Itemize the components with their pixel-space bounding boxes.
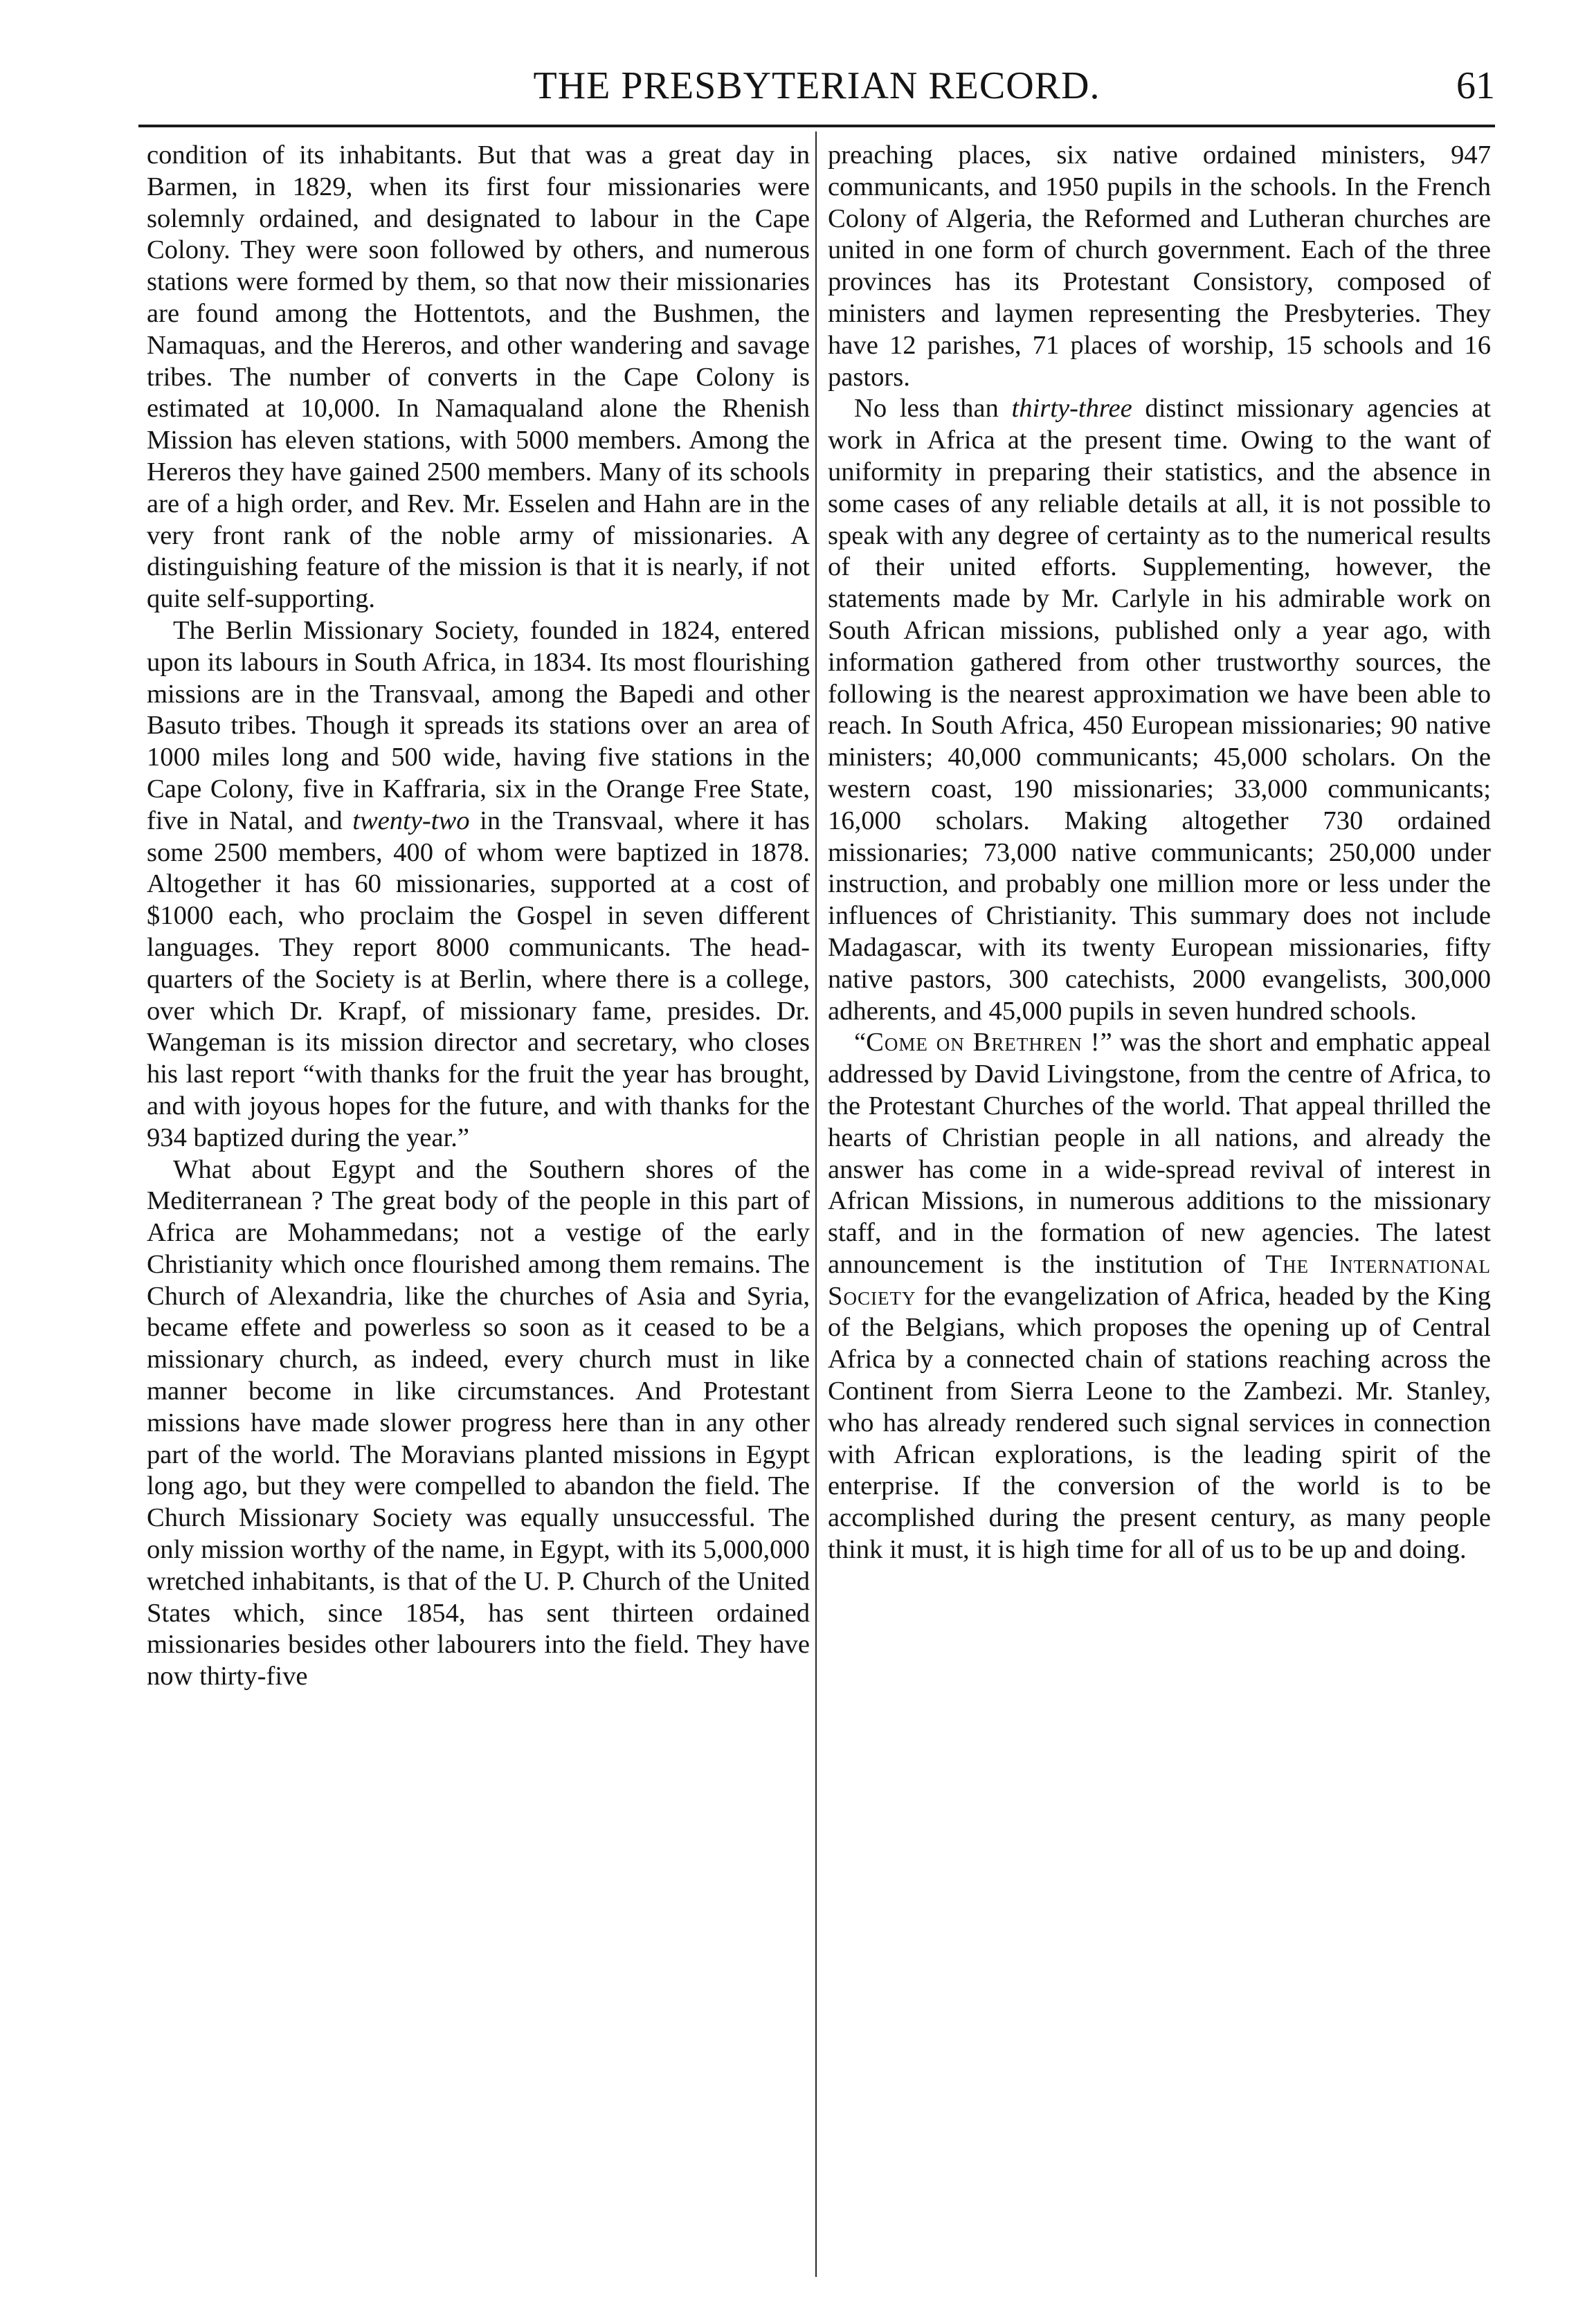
header-rule — [138, 125, 1495, 127]
left-column — [147, 140, 810, 2271]
italic-text: twenty-two — [352, 806, 470, 835]
right-column — [828, 140, 1491, 2271]
text-run: for the evangelization of Africa, headed by the King of the Belgians, which proposes the opening up of Central Africa by a connected chain of stations reaching across the Continent from Sierra Leone to the Zambezi. Mr. Stanley, who has already rendered such signal services in connection with African explorations, is the leading spirit of the enterprise. If the conversion of the world is to be accomplished during the present century, as many people think it must, it is high time for all of us to be up and doing. — [828, 1281, 1491, 1565]
text-run: “ — [854, 1028, 867, 1057]
page-number: 61 — [1456, 64, 1495, 107]
text-run: The Berlin Missionary Society, founded in 1824, entered upon its labours in South Africa, in 1834. Its most flourishing missions are in the Transvaal, among the Bapedi and other Basuto tribes. Though it spreads its stations over an area of 1000 miles long and 500 wide, having five stations in the Cape Colony, five in Kaffraria, six in the Orange Free State, five in Natal, and — [147, 615, 810, 835]
italic-text: thirty-three — [1011, 394, 1132, 424]
text-run: No less than — [854, 394, 1012, 424]
text-run: ” was the short and emphatic appeal addressed by David Livingstone, from the centre of Africa, to the Protestant Churches of the world. That appeal thrilled the hearts of Christian people in all nations, and already the answer has come in a wide-spread revival of interest in African Missions, in numerous additions to the missionary staff, and in the formation of new agencies. The latest announcement is the institution of — [828, 1028, 1491, 1279]
paragraph-berlin-society — [147, 615, 810, 1154]
small-caps-text: The International Society — [828, 1249, 1491, 1311]
text-run: distinct missionary agencies at work in Africa at the present time. Owing to the want of uniformity in preparing their statistics, and the absence in some cases of any reliable details at all, it is not possible to speak with any degree of certainty as to the numerical results of their united efforts. Supplementing, however, the statements made by Mr. Carlyle in his admirable work on South African missions, published only a year ago, with information gathered from other trustworthy sources, the following is the nearest approximation we have been able to reach. In South Africa, 450 European missionaries; 90 native ministers; 40,000 communicants; 45,000 scholars. On the western coast, 190 missionaries; 33,000 communicants; 16,000 scholars. Making altogether 730 ordained missionaries; 73,000 native communicants; 250,000 under instruction, and probably one million more or less under the influences of Christianity. This summary does not include Madagascar, with its twenty European missionaries, fifty native pastors, 300 catechists, 2000 evangelists, 300,000 adherents, and 45,000 pupils in seven hundred schools. — [828, 394, 1491, 1026]
paragraph-egypt: What about Egypt and the Southern shores of the Mediterranean ? The great body of the people in this part of Africa are Mohammedans; not a vestige of the early Christianity which once flourished among them remains. The Church of Alexandria, like the churches of Asia and Syria, became effete and powerless so soon as it ceased to be a missionary church, as indeed, every church must in like manner become in like circumstances. And Protestant missions have made slower progress here than in any other part of the world. The Moravians planted missions in Egypt long ago, but they were compelled to abandon the field. The Church Missionary Society was equally unsuccessful. The only mission worthy of the name, in Egypt, with its 5,000,000 wretched inhabitants, is that of the U. P. Church of the United States which, since 1854, has sent thirteen ordained missionaries besides other labourers into the field. They have now thirty-five — [147, 1154, 810, 1691]
paragraph-algeria: preaching places, six native ordained ministers, 947 communicants, and 1950 pupils in the schools. In the French Colony of Algeria, the Reformed and Lutheran churches are united in one form of church government. Each of the three provinces has its Protestant Consistory, composed of ministers and laymen representing the Presbyteries. They have 12 parishes, 71 places of worship, 15 schools and 16 pastors. — [828, 140, 1491, 392]
running-title: THE PRESBYTERIAN RECORD. — [533, 64, 1101, 107]
paragraph-come-on-brethren — [828, 1027, 1491, 1566]
small-caps-text: Come on Brethren ! — [866, 1028, 1101, 1057]
column-divider — [815, 131, 817, 2277]
page-header — [138, 64, 1495, 122]
paragraph-rhenish-mission: condition of its inhabitants. But that was a great day in Barmen, in 1829, when its first four missionaries were solemnly ordained, and designated to labour in the Cape Colony. They were soon followed by others, and numerous stations were formed by them, so that now their missionaries are found among the Hottentots, and the Bushmen, the Namaquas, and the Hereros, and other wandering and savage tribes. The number of converts in the Cape Colony is estimated at 10,000. In Namaqualand alone the Rhenish Mission has eleven stations, with 5000 members. Among the Hereros they have gained 2500 members. Many of its schools are of a high order, and Rev. Mr. Esselen and Hahn are in the very front rank of the noble army of missionaries. A distinguishing feature of the mission is that it is nearly, if not quite self-supporting. — [147, 140, 810, 614]
text-run: in the Transvaal, where it has some 2500 members, 400 of whom were baptized in 1878. Altogether it has 60 missionaries, supported at a cost of $1000 each, who proclaim the Gospel in seven different languages. They report 8000 communicants. The head-quarters of the Society is at Berlin, where there is a college, over which Dr. Krapf, of missionary fame, presides. Dr. Wangeman is its mission director and secretary, who closes his last report “with thanks for the fruit the year has brought, and with joyous hopes for the future, and with thanks for the 934 baptized during the year.” — [147, 806, 810, 1152]
paragraph-agencies — [828, 393, 1491, 1027]
